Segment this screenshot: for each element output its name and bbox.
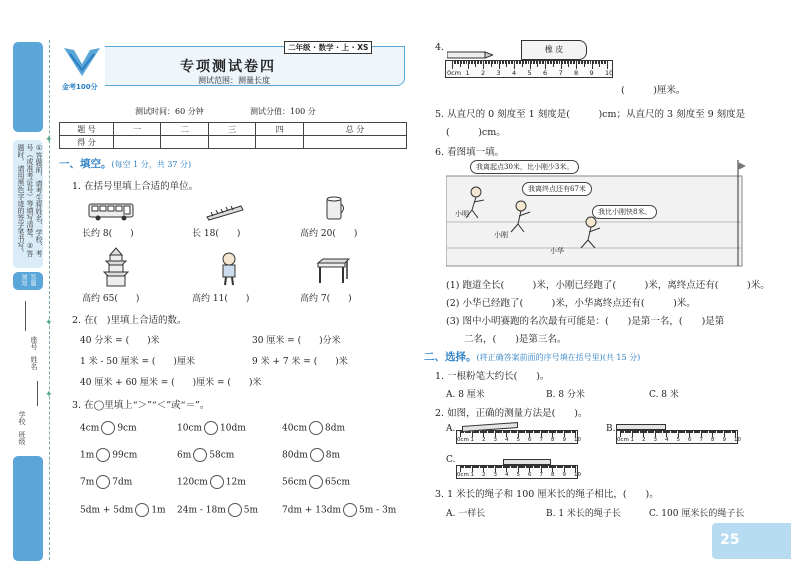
measured-strip-c [503, 459, 551, 465]
speech-bubble: 我比小刚快8米。 [592, 205, 657, 219]
compare-circle[interactable] [101, 421, 115, 435]
compare-item [177, 475, 246, 489]
ruler-number: 8 [711, 437, 715, 443]
ruler-number: 8 [551, 472, 555, 478]
ruler-number: 8 [574, 69, 579, 77]
star-icon: ✦ [45, 390, 53, 400]
s2-question-3: 3. 1 米长的绳子和 100 厘米长的绳子相比，( )。 [435, 489, 659, 500]
question-1-3: 3. 在◯里填上“＞”“＜”或“＝”。 [72, 400, 210, 411]
compare-item [282, 475, 350, 489]
ruler-option-b [616, 430, 741, 444]
section2-note: (将正确答案前面的序号填在括号里)(共 15 分) [476, 353, 641, 362]
q4-answer: ( )厘米。 [621, 85, 686, 96]
q2-item: 30 厘米 = ( )分米 [252, 336, 341, 346]
s2-q2-option[interactable]: A. [446, 424, 456, 434]
compare-right: 12m [225, 477, 246, 488]
speech-bubble: 我离起点30米，比小刚少3米。 [470, 160, 579, 174]
score-table-score-row [60, 136, 407, 149]
question-4-number: 4. [435, 42, 445, 53]
score-table-cell: 二 [161, 123, 208, 136]
page-subtitle: 测试范围：测量长度 [198, 76, 270, 85]
compare-right: 58cm [209, 450, 235, 461]
sidebar-bottom-bar [13, 456, 43, 561]
sidebar-top-bar [13, 42, 43, 132]
runner-name: 小明 [455, 210, 469, 218]
ruler-number: 9 [722, 437, 726, 443]
ruler-number: 4 [665, 437, 669, 443]
sidebar-form-line [25, 301, 26, 331]
compare-item [80, 448, 137, 462]
compare-left: 7dm + 13dm [282, 505, 342, 516]
compare-left: 1m [80, 450, 95, 461]
pencil-icon [447, 51, 493, 59]
question-5-line2: ( )cm。 [446, 127, 506, 138]
boy-icon [218, 252, 240, 286]
star-icon: ✦ [45, 135, 53, 145]
compare-right: 65cm [325, 477, 351, 488]
ruler-number: 5 [516, 472, 520, 478]
score-input-cell[interactable] [161, 136, 208, 149]
ruler-number: 4 [512, 69, 517, 77]
star-icon: ✦ [45, 318, 53, 328]
ruler-number: 2 [481, 69, 486, 77]
ruler-number: 10 [734, 437, 741, 443]
compare-left: 4cm [80, 423, 100, 434]
q1-item: 高约 65( ) [82, 294, 140, 304]
section1-heading [59, 156, 191, 171]
compare-right: 1m [151, 505, 166, 516]
ruler-number: 4 [505, 472, 509, 478]
ruler-number: 2 [482, 472, 486, 478]
sidebar-instructions: ①答题前，请考生将姓名、学校、考号（或准考证号）等填写清楚。②答题时，请用黑色字迹的签字笔书写。 [17, 144, 43, 257]
measured-strip-b [616, 424, 666, 430]
compare-circle[interactable] [96, 448, 110, 462]
compare-right: 10dm [220, 423, 246, 434]
ruler-number: 10 [605, 69, 614, 77]
compare-left: 7m [80, 477, 95, 488]
ruler-number: 2 [482, 437, 486, 443]
score-table-header-row [60, 123, 407, 136]
compare-right: 7dm [112, 477, 133, 488]
score-input-cell[interactable] [256, 136, 303, 149]
cup-icon [323, 196, 347, 222]
compare-right: 8dm [325, 423, 346, 434]
score-table-cell: 三 [208, 123, 255, 136]
score-input-cell[interactable] [114, 136, 161, 149]
score-table-cell: 题 号 [60, 123, 114, 136]
page-title: 专项测试卷四 [180, 59, 276, 75]
question-6-3a: (3) 图中小明赛跑的名次最有可能是：( )是第一名，( )是第 [446, 316, 725, 327]
ruler-number: 8 [551, 437, 555, 443]
section1-title: 一、填空。 [59, 158, 112, 170]
ruler-number: 6 [528, 437, 532, 443]
q2-item: 40 分米 = ( )米 [80, 336, 160, 346]
s2-q2-option[interactable]: B. [606, 424, 616, 434]
ruler-number: 0cm [457, 472, 469, 478]
bus-icon [88, 203, 134, 221]
question-5-line1: 5. 从直尺的 0 刻度至 1 刻度是( )cm；从直尺的 3 刻度至 9 刻度是 [435, 109, 746, 120]
section2-title: 二、选择。 [424, 351, 477, 363]
compare-item [282, 421, 345, 435]
ruler-number: 0cm [457, 437, 469, 443]
score-table [59, 122, 407, 149]
compare-item [282, 503, 396, 517]
sidebar-name-label: 姓名 [30, 356, 38, 370]
q2-item: 1 米 - 50 厘米 = ( )厘米 [80, 357, 195, 367]
sidebar-class-label: 班级 [18, 431, 26, 445]
ruler-number: 7 [699, 437, 703, 443]
q1-item: 高约 20( ) [300, 229, 358, 239]
comb-icon [205, 203, 245, 221]
ruler-number: 0cm [447, 69, 462, 77]
ruler-option-a [456, 430, 581, 444]
ruler-number: 2 [642, 437, 646, 443]
s2-q3-option[interactable]: C. 100 厘米长的绳子长 [649, 509, 745, 519]
ruler-number: 7 [539, 437, 543, 443]
compare-item [177, 503, 258, 517]
score-table-cell: 一 [114, 123, 161, 136]
compare-left: 40cm [282, 423, 308, 434]
question-1-2: 2. 在( )里填上合适的数。 [72, 315, 187, 326]
ruler-q4 [445, 60, 613, 78]
ruler-number: 1 [630, 437, 634, 443]
q1-item: 高约 11( ) [192, 294, 250, 304]
ruler-option-c [456, 465, 581, 479]
compare-item [282, 448, 340, 462]
sidebar-label-tab-text: 答题须知 [20, 274, 36, 286]
test-time: 测试时间：60 分钟 [135, 107, 204, 116]
ruler-number: 0cm [617, 437, 629, 443]
compare-circle[interactable] [309, 421, 323, 435]
s2-q3-option[interactable]: A. 一样长 [446, 509, 486, 519]
runner-name: 小华 [550, 247, 564, 255]
sidebar-form-line [37, 381, 38, 406]
s2-q2-option[interactable]: C. [446, 455, 456, 465]
q2-item: 40 厘米 + 60 厘米 = ( )厘米 = ( )米 [80, 378, 262, 388]
ruler-number: 5 [527, 69, 532, 77]
compare-circle[interactable] [343, 503, 357, 517]
section1-note: (每空 1 分，共 37 分) [111, 160, 192, 169]
ruler-number: 3 [493, 437, 497, 443]
sidebar-school-label: 学校 [18, 411, 26, 425]
compare-circle[interactable] [210, 475, 224, 489]
compare-left: 10cm [177, 423, 203, 434]
ruler-number: 1 [465, 69, 470, 77]
runner-name: 小刚 [494, 231, 508, 239]
score-table-cell: 四 [256, 123, 303, 136]
ruler-number: 6 [543, 69, 548, 77]
compare-item [177, 448, 234, 462]
q1-item: 长约 8( ) [82, 229, 134, 239]
pagoda-icon [98, 247, 134, 287]
question-6-3b: 二名，( )是第三名。 [464, 334, 567, 345]
cut-line [49, 40, 50, 560]
compare-circle[interactable] [135, 503, 149, 517]
compare-left: 56cm [282, 477, 308, 488]
compare-item [80, 475, 132, 489]
compare-circle[interactable] [96, 475, 110, 489]
ruler-number: 9 [562, 437, 566, 443]
eraser-icon [521, 40, 587, 60]
speech-bubble: 我离终点还有67米 [522, 182, 592, 196]
test-score: 测试分值：100 分 [250, 107, 316, 116]
ruler-number: 7 [558, 69, 563, 77]
q1-item: 高约 7( ) [300, 294, 352, 304]
ruler-number: 1 [470, 472, 474, 478]
ruler-number: 5 [676, 437, 680, 443]
s2-question-1: 1. 一根粉笔大约长( )。 [435, 371, 550, 382]
s2-question-2: 2. 如图，正确的测量方法是( )。 [435, 408, 588, 419]
section2-heading [424, 349, 640, 364]
compare-right: 9cm [117, 423, 137, 434]
logo-text: 金考100分 [62, 83, 98, 91]
compare-item [177, 421, 246, 435]
ruler-number: 1 [470, 437, 474, 443]
compare-item [80, 503, 166, 517]
sidebar-seat-label: 座号 [30, 336, 38, 350]
compare-left: 80dm [282, 450, 308, 461]
s2-q1-option[interactable]: C. 8 米 [649, 390, 679, 400]
eraser-label: 橡 皮 [544, 45, 564, 54]
ruler-tick [607, 61, 608, 69]
q2-item: 9 米 + 7 米 = ( )米 [252, 357, 348, 367]
ruler-number: 10 [574, 472, 581, 478]
score-input-cell[interactable] [208, 136, 255, 149]
sidebar-label-tab [13, 272, 43, 290]
compare-right: 5m [243, 505, 259, 516]
compare-circle[interactable] [193, 448, 207, 462]
s2-q1-option[interactable]: A. 8 厘米 [446, 390, 485, 400]
ruler-number: 9 [589, 69, 594, 77]
compare-right: 8m [325, 450, 341, 461]
compare-circle[interactable] [309, 475, 323, 489]
s2-q3-option[interactable]: B. 1 米长的绳子长 [546, 509, 621, 519]
q1-item: 长 18( ) [192, 229, 241, 239]
grade-tag: 二年级 · 数学 · 上 · XS [284, 41, 372, 54]
question-6-2: (2) 小华已经跑了( )米，小华离终点还有( )米。 [446, 298, 696, 309]
ruler-number: 4 [505, 437, 509, 443]
page-number: 25 [720, 532, 740, 548]
ruler-number: 6 [688, 437, 692, 443]
ruler-number: 3 [653, 437, 657, 443]
score-input-cell[interactable] [303, 136, 406, 149]
question-1-1: 1. 在括号里填上合适的单位。 [72, 181, 199, 192]
ruler-number: 9 [562, 472, 566, 478]
compare-left: 120cm [177, 477, 208, 488]
sidebar-form [13, 296, 43, 446]
compare-item [80, 421, 137, 435]
table-icon [315, 257, 351, 285]
compare-left: 6m [177, 450, 192, 461]
score-table-cell: 总 分 [303, 123, 406, 136]
compare-right: 5m - 3m [359, 505, 397, 516]
compare-circle[interactable] [204, 421, 218, 435]
ruler-number: 3 [496, 69, 501, 77]
compare-right: 99cm [112, 450, 138, 461]
sidebar-instructions-panel [13, 140, 43, 268]
ruler-number: 5 [516, 437, 520, 443]
ruler-number: 3 [493, 472, 497, 478]
compare-circle[interactable] [310, 448, 324, 462]
compare-circle[interactable] [228, 503, 242, 517]
compare-left: 5dm + 5dm [80, 505, 134, 516]
question-6-1: (1) 跑道全长( )米，小刚已经跑了( )米，离终点还有( )米。 [446, 280, 770, 291]
s2-q1-option[interactable]: B. 8 分米 [546, 390, 585, 400]
ruler-number: 6 [528, 472, 532, 478]
question-6: 6. 看图填一填。 [435, 147, 505, 158]
compare-left: 24m - 18m [177, 505, 226, 516]
ruler-number: 10 [574, 437, 581, 443]
ruler-number: 7 [539, 472, 543, 478]
score-table-cell: 得 分 [60, 136, 114, 149]
